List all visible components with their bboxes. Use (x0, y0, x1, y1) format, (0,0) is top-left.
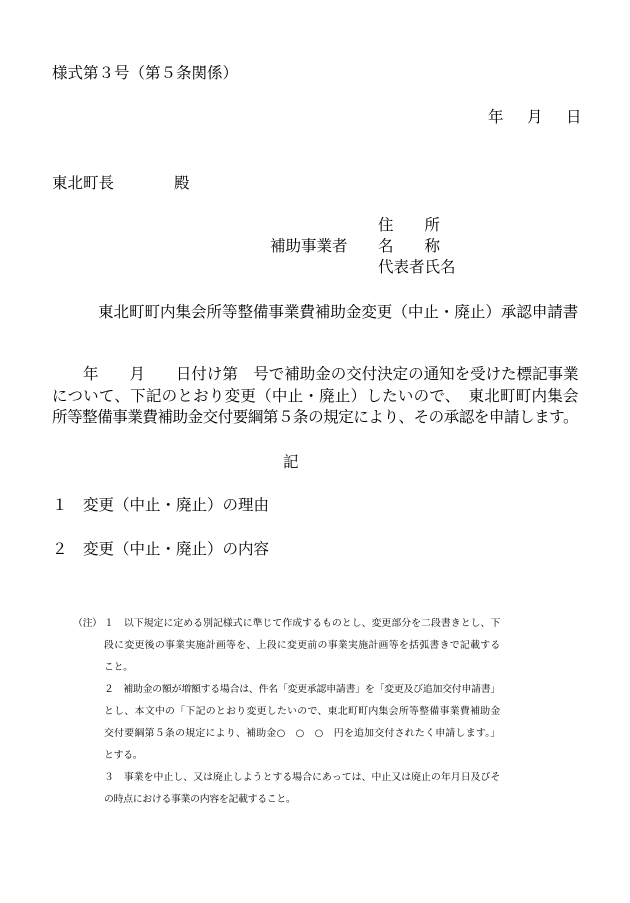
date-year-label: 年 (488, 108, 504, 126)
applicant-representative-label: 代表者氏名 (378, 258, 456, 276)
applicant-role-label: 補助事業者 (270, 237, 348, 255)
notes-line: こと。 (104, 662, 133, 673)
notes-line: の時点における事業の内容を記載すること。 (104, 794, 296, 805)
notes-line: 段に変更後の事業実施計画等を、上段に変更前の事業実施計画等を括弧書きで記載する (104, 640, 500, 651)
body-line: 年 月 日付け第 号で補助金の交付決定の通知を受けた標記事業 (83, 365, 578, 383)
notes-line: とする。 (104, 750, 143, 761)
notes-item (104, 613, 500, 679)
notes-block (104, 613, 500, 811)
applicant-name-label: 名 称 (378, 237, 441, 255)
ki-heading: 記 (283, 453, 299, 471)
body-line: について、下記のとおり変更（中止・廃止）したいので、 東北町町内集会 (52, 386, 578, 405)
notes-line: ３ 事業を中止し、又は廃止しようとする場合にあっては、中止又は廃止の年月日及びそ (104, 772, 500, 783)
notes-line: 交付要綱第５条の規定により、補助金○ ○ ○ 円を追加交付されたく申請します。」 (104, 728, 500, 739)
form-number-label: 様式第３号（第５条関係） (52, 64, 239, 82)
notes-line: とし、本文中の「下記のとおり変更したいので、東北町町内集会所等整備事業費補助金 (104, 706, 500, 717)
notes-item (104, 679, 500, 767)
applicant-address-label: 住 所 (378, 216, 441, 234)
addressee-name: 東北町長 (52, 174, 115, 192)
notes-line: ２ 補助金の額が増額する場合は、件名「変更承認申請書」を「変更及び追加交付申請書」 (104, 684, 500, 695)
body-line: 所等整備事業費補助金交付要綱第５条の規定により、その承認を申請します。 (52, 408, 578, 426)
date-month-label: 月 (527, 108, 543, 126)
date-day-label: 日 (566, 108, 582, 126)
body-paragraph (52, 364, 578, 429)
document-title: 東北町町内集会所等整備事業費補助金変更（中止・廃止）承認申請書 (98, 303, 578, 321)
section-item-content: ２ 変更（中止・廃止）の内容 (52, 540, 270, 558)
addressee-honorific: 殿 (174, 174, 190, 192)
notes-item (104, 767, 500, 811)
notes-line: １ 以下規定に定める別記様式に準じて作成するものとし、変更部分を二段書きとし、下 (104, 618, 500, 629)
notes-label: （注） (73, 618, 102, 629)
section-item-reason: １ 変更（中止・廃止）の理由 (52, 496, 270, 514)
